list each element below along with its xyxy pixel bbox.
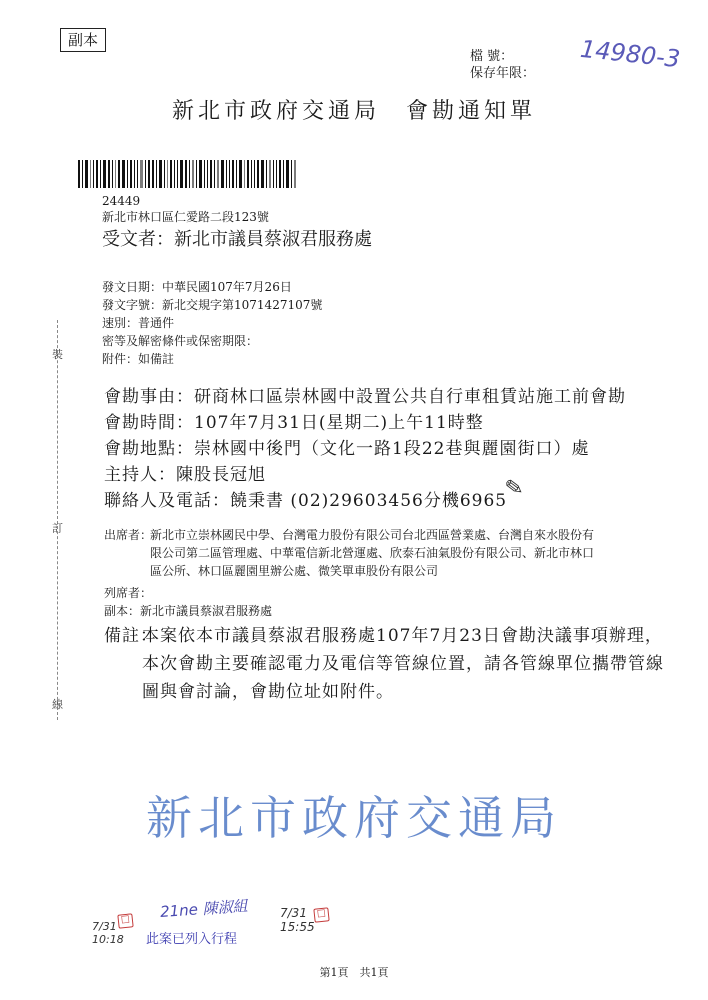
attendees: [104, 526, 604, 580]
barcode-bar: [247, 160, 249, 188]
urgency: [102, 314, 174, 332]
inspection-subject-value: 研商林口區崇林國中設置公共自行車租賃站施工前會勘: [194, 387, 626, 407]
barcode-bar: [134, 160, 135, 188]
barcode-bar: [103, 160, 106, 188]
barcode-bar: [130, 160, 132, 188]
barcode-bar: [269, 160, 271, 188]
barcode-bar: [148, 160, 150, 188]
barcode-bar: [82, 160, 83, 188]
urgency-label: 速別：: [102, 316, 139, 330]
barcode-bar: [279, 160, 281, 188]
cc-value: 新北市議員蔡淑君服務處: [140, 604, 273, 618]
barcode-bar: [170, 160, 172, 188]
issue-number-value: 新北交規字第1071427107號: [162, 298, 323, 312]
recipient-line: [102, 228, 372, 252]
barcode-bar: [294, 160, 296, 188]
inspection-contact-label: 聯絡人及電話：: [104, 491, 230, 511]
barcode-bar: [192, 160, 194, 188]
attendees-value: 新北市立崇林國民中學、台灣電力股份有限公司台北西區營業處、台灣自來水股份有限公司第二區管理處、中華電信新北營運處、欣泰石油氣股份有限公司、新北市林口區公所、林口區麗園里辦公處、微笑單車股份有限公司: [150, 528, 595, 578]
inspection-host: [104, 462, 266, 488]
binding-mark-zhuang: 裝: [52, 348, 63, 361]
barcode-bar: [199, 160, 202, 188]
barcode-bar: [152, 160, 154, 188]
barcode-bar: [286, 160, 289, 188]
barcode-bar: [177, 160, 178, 188]
barcode-bar: [164, 160, 165, 188]
barcode-bar: [217, 160, 219, 188]
barcode-bar: [276, 160, 277, 188]
attachment: [102, 350, 174, 368]
file-number-label: 檔 號：: [470, 49, 514, 64]
cc: [104, 602, 272, 620]
inspection-subject-label: 會勘事由：: [104, 387, 194, 407]
recipient-value: 新北市議員蔡淑君服務處: [174, 229, 372, 250]
attachment-label: 附件：: [102, 352, 139, 366]
barcode-bar: [115, 160, 116, 188]
inspection-host-label: 主持人：: [104, 465, 176, 485]
handwritten-note: 21ne 陳淑組: [159, 896, 249, 922]
barcode-bar: [214, 160, 215, 188]
handwritten-date-right: 7/31 15:55: [280, 906, 315, 934]
barcode-bar: [159, 160, 162, 188]
barcode-bar: [167, 160, 168, 188]
copy-label-box: 副本: [60, 28, 106, 52]
document-title: 新北市政府交通局 會勘通知單: [171, 99, 536, 124]
inspection-location-label: 會勘地點：: [104, 439, 194, 459]
issue-date-value: 中華民國107年7月26日: [162, 280, 292, 294]
barcode-bar: [236, 160, 237, 188]
retention-period-label: 保存年限：: [470, 66, 536, 81]
approval-seal: ☐: [313, 907, 329, 922]
inspection-location-value: 崇林國中後門（文化一路1段22巷與麗園街口）處: [194, 439, 590, 459]
barcode-bar: [127, 160, 128, 188]
attachment-value: 如備註: [138, 352, 175, 366]
barcode-bar: [254, 160, 255, 188]
agency-stamp: 新北市政府交通局: [146, 791, 562, 845]
barcode-bar: [207, 160, 208, 188]
issue-date: [102, 278, 292, 296]
barcode-bar: [145, 160, 146, 188]
cc-label: 副本：: [104, 604, 141, 618]
issue-number-label: 發文字號：: [102, 298, 163, 312]
barcode-bar: [85, 160, 88, 188]
barcode: [78, 160, 338, 188]
barcode-bar: [156, 160, 157, 188]
barcode-bar: [257, 160, 259, 188]
postal-code: 24449: [102, 194, 141, 208]
barcode-bar: [174, 160, 175, 188]
inspection-time-value: 107年7月31日(星期二)上午11時整: [194, 413, 484, 433]
barcode-bar: [100, 160, 101, 188]
barcode-bar: [137, 160, 138, 188]
inspection-subject: [104, 384, 626, 410]
barcode-bar: [189, 160, 190, 188]
barcode-bar: [196, 160, 197, 188]
inspection-time-label: 會勘時間：: [104, 413, 194, 433]
scheduled-stamp: 此案已列入行程: [146, 932, 238, 947]
barcode-bar: [118, 160, 120, 188]
barcode-bar: [140, 160, 143, 188]
barcode-bar: [273, 160, 274, 188]
inspection-location: [104, 436, 589, 462]
barcode-bar: [266, 160, 267, 188]
remarks-label: 備註：: [104, 626, 158, 646]
barcode-bar: [232, 160, 234, 188]
barcode-bar: [283, 160, 284, 188]
attendees-label: 出席者：: [104, 528, 153, 542]
recipient-label: 受文者：: [102, 229, 174, 250]
barcode-bar: [251, 160, 252, 188]
barcode-bar: [112, 160, 113, 188]
security-level: [102, 332, 258, 350]
inspection-host-value: 陳股長冠旭: [176, 465, 266, 485]
urgency-value: 普通件: [138, 316, 175, 330]
observers-label: 列席者：: [104, 586, 153, 600]
barcode-bar: [122, 160, 125, 188]
barcode-bar: [93, 160, 94, 188]
barcode-bar: [244, 160, 245, 188]
barcode-bar: [229, 160, 230, 188]
barcode-bar: [78, 160, 80, 188]
recipient-address: 新北市林口區仁愛路二段123號: [102, 210, 269, 224]
binding-mark-ding: 訂: [52, 522, 63, 535]
barcode-bar: [291, 160, 292, 188]
handwritten-file-number: 14980-3: [578, 34, 682, 74]
issue-number: [102, 296, 322, 314]
issue-date-label: 發文日期：: [102, 280, 163, 294]
barcode-bar: [204, 160, 205, 188]
barcode-bar: [226, 160, 227, 188]
inspection-contact-value: 饒秉書 (02)29603456分機6965: [230, 491, 508, 511]
received-seal: ☐: [117, 913, 133, 928]
observers: [104, 584, 152, 602]
page-footer: 第1頁 共1頁: [319, 966, 389, 979]
barcode-bar: [90, 160, 91, 188]
barcode-bar: [221, 160, 224, 188]
barcode-bar: [239, 160, 242, 188]
barcode-bar: [180, 160, 183, 188]
security-level-label: 密等及解密條件或保密期限：: [102, 334, 259, 348]
handwritten-signature: ✎: [503, 474, 526, 503]
remarks-value: 本案依本市議員蔡淑君服務處107年7月23日會勘決議事項辦理，本次會勘主要確認電力及電信等管線位置，請各管線單位攜帶管線圖與會討論，會勘位址如附件。: [142, 626, 664, 702]
binding-mark-xian: 線: [52, 698, 63, 711]
inspection-time: [104, 410, 484, 436]
barcode-bar: [261, 160, 264, 188]
remarks: [104, 622, 664, 706]
barcode-bar: [96, 160, 98, 188]
inspection-contact: [104, 488, 507, 514]
barcode-bar: [210, 160, 212, 188]
barcode-bar: [185, 160, 187, 188]
handwritten-date-left: 7/31 10:18: [92, 920, 124, 946]
barcode-bar: [108, 160, 110, 188]
